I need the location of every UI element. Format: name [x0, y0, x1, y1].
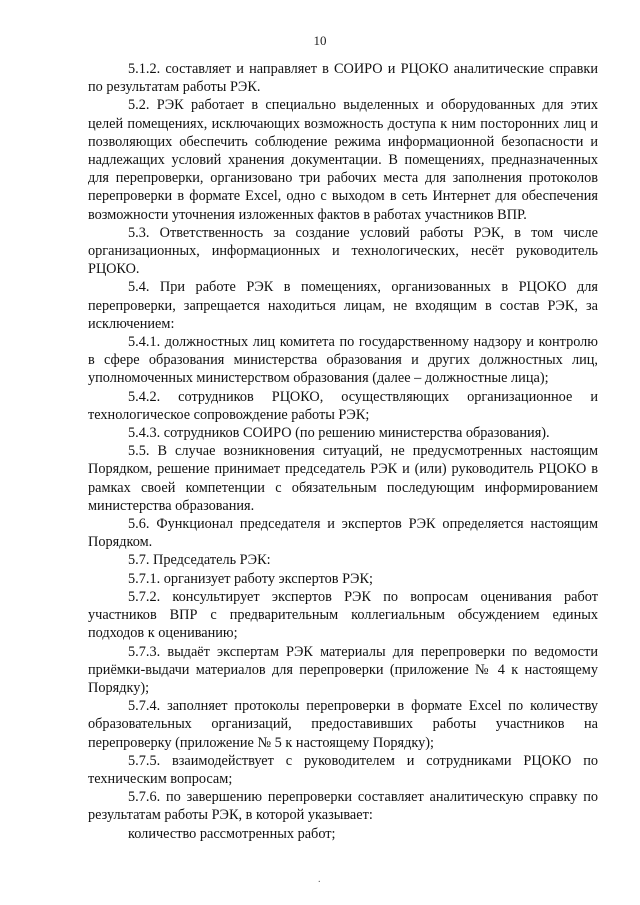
- paragraph-5-4-3: 5.4.3. сотрудников СОИРО (по решению министерства образования).: [128, 425, 550, 442]
- paragraph-5-7-6: 5.7.6. по завершению перепроверки составляет аналитическую справку по результатам работы РЭК, в которой указывает:: [88, 789, 598, 824]
- paragraph-5-2: 5.2. РЭК работает в специально выделенных и оборудованных для этих целей помещениях, исключающих возможность доступа к ним посторонних лиц и позволяющих обеспечить соблюдение режима информационной безопасности и надлежащих условий хранения документации. В помещениях, предназначенных для перепроверки, организовано три рабочих места для заполнения протоколов перепроверки в формате Excel, одно с выходом в сеть Интернет для обеспечения возможности уточнения изложенных фактов в работах участников ВПР.: [88, 97, 598, 223]
- paragraph-5-4-2: 5.4.2. сотрудников РЦОКО, осуществляющих организационное и технологическое сопровождение работы РЭК;: [88, 388, 598, 423]
- paragraph-5-6: 5.6. Функционал председателя и экспертов РЭК определяется настоящим Порядком.: [88, 516, 598, 551]
- paragraph-5-7-4: 5.7.4. заполняет протоколы перепроверки в формате Excel по количеству образовательных организаций, предоставивших работы участников на перепроверку (приложение № 5 к настоящему Порядку);: [88, 698, 598, 751]
- paragraph-5-1-2: 5.1.2. составляет и направляет в СОИРО и РЦОКО аналитические справки по результатам работы РЭК.: [88, 61, 598, 96]
- paragraph-5-7-2: 5.7.2. консультирует экспертов РЭК по вопросам оценивания работ участников ВПР с предварительным коллегиальным обсуждением единых подходов к оцениванию;: [88, 588, 598, 642]
- paragraph-5-7-1: 5.7.1. организует работу экспертов РЭК;: [128, 570, 373, 587]
- bottom-mark: .: [318, 874, 321, 885]
- paragraph-5-4: 5.4. При работе РЭК в помещениях, организованных в РЦОКО для перепроверки, запрещается находиться лицам, не входящим в состав РЭК, за исключением:: [88, 279, 598, 332]
- paragraph-5-7-3: 5.7.3. выдаёт экспертам РЭК материалы для перепроверки по ведомости приёмки-выдачи материалов для перепроверки (приложение № 4 к настоящему Порядку);: [88, 643, 598, 696]
- paragraph-5-7-5: 5.7.5. взаимодействует с руководителем и сотрудниками РЦОКО по техническим вопросам;: [88, 752, 598, 787]
- page-number: 10: [313, 33, 327, 48]
- paragraph-5-7: 5.7. Председатель РЭК:: [128, 552, 271, 569]
- paragraph-5-3: 5.3. Ответственность за создание условий работы РЭК, в том числе организационных, информационных и технологических, несёт руководитель РЦОКО.: [88, 224, 598, 278]
- paragraph-5-4-1: 5.4.1. должностных лиц комитета по государственному надзору и контролю в сфере образования министерства образования и других должностных лиц, уполномоченных министерством образования (далее – должностные лица);: [88, 334, 598, 387]
- paragraph-list-item: количество рассмотренных работ;: [128, 825, 336, 842]
- paragraph-5-5: 5.5. В случае возникновения ситуаций, не предусмотренных настоящим Порядком, решение принимает председатель РЭК и (или) руководитель РЦОКО в рамках своей компетенции с обязательным последующим информированием министерства образования.: [88, 443, 598, 514]
- document-body: [88, 60, 598, 843]
